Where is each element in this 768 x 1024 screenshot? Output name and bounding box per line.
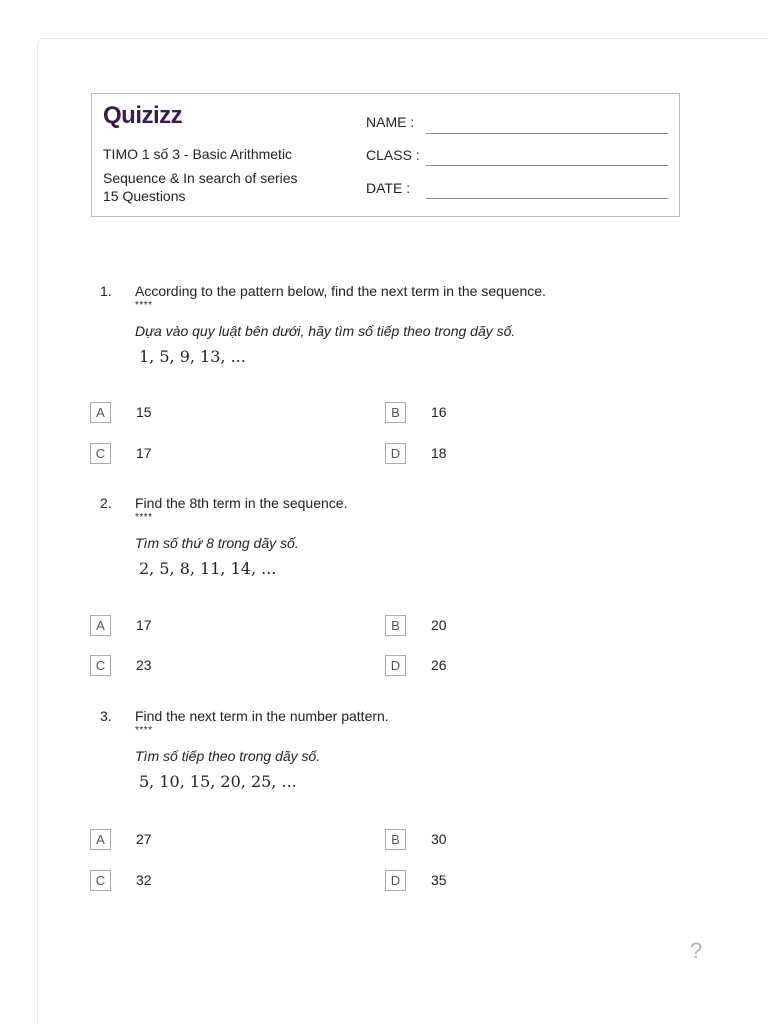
question-text: According to the pattern below, find the next term in the sequence. (135, 283, 546, 299)
option-letter: B (385, 402, 406, 423)
option-letter: D (385, 655, 406, 676)
worksheet-header (91, 93, 680, 217)
option-letter: D (385, 870, 406, 891)
question-text-vietnamese: Dựa vào quy luật bên dưới, hãy tìm số tiếp theo trong dãy số. (135, 323, 516, 339)
option-value: 35 (431, 872, 447, 888)
option-value: 27 (136, 831, 152, 847)
option-value: 17 (136, 445, 152, 461)
question-text-vietnamese: Tìm số tiếp theo trong dãy số. (135, 748, 321, 764)
question-number: 2. (100, 495, 112, 511)
class-label: CLASS : (366, 147, 420, 163)
class-line[interactable] (426, 165, 668, 166)
date-label: DATE : (366, 180, 411, 196)
option-letter: D (385, 443, 406, 464)
question-stars: **** (135, 300, 153, 311)
option-letter: A (90, 829, 111, 850)
option-value: 26 (431, 657, 447, 673)
question-count: 15 Questions (103, 188, 186, 204)
question-sequence: 1, 5, 9, 13, ... (139, 347, 246, 366)
quiz-subtitle: Sequence & In search of series (103, 170, 298, 186)
option-letter: B (385, 829, 406, 850)
option-letter: A (90, 402, 111, 423)
quizizz-logo: Quizizz (103, 102, 183, 129)
question-number: 3. (100, 708, 112, 724)
option-letter: C (90, 870, 111, 891)
option-letter: C (90, 443, 111, 464)
option-value: 30 (431, 831, 447, 847)
option-value: 17 (136, 617, 152, 633)
question-stars: **** (135, 725, 153, 736)
quiz-title: TIMO 1 số 3 - Basic Arithmetic (103, 146, 293, 162)
option-letter: B (385, 615, 406, 636)
question-text-vietnamese: Tìm số thứ 8 trong dãy số. (135, 535, 299, 551)
quiz-subtitle-block (103, 169, 333, 205)
question-number: 1. (100, 283, 112, 299)
option-value: 15 (136, 404, 152, 420)
option-value: 32 (136, 872, 152, 888)
option-value: 16 (431, 404, 447, 420)
option-letter: A (90, 615, 111, 636)
option-letter: C (90, 655, 111, 676)
question-text: Find the next term in the number pattern. (135, 708, 389, 724)
name-label: NAME : (366, 114, 415, 130)
question-sequence: 2, 5, 8, 11, 14, ... (139, 559, 277, 578)
option-value: 23 (136, 657, 152, 673)
question-mark-icon[interactable]: ? (690, 938, 703, 963)
date-line[interactable] (426, 198, 668, 199)
name-line[interactable] (426, 133, 668, 134)
question-stars: **** (135, 512, 153, 523)
option-value: 20 (431, 617, 447, 633)
option-value: 18 (431, 445, 447, 461)
question-sequence: 5, 10, 15, 20, 25, ... (139, 772, 297, 791)
question-text: Find the 8th term in the sequence. (135, 495, 348, 511)
